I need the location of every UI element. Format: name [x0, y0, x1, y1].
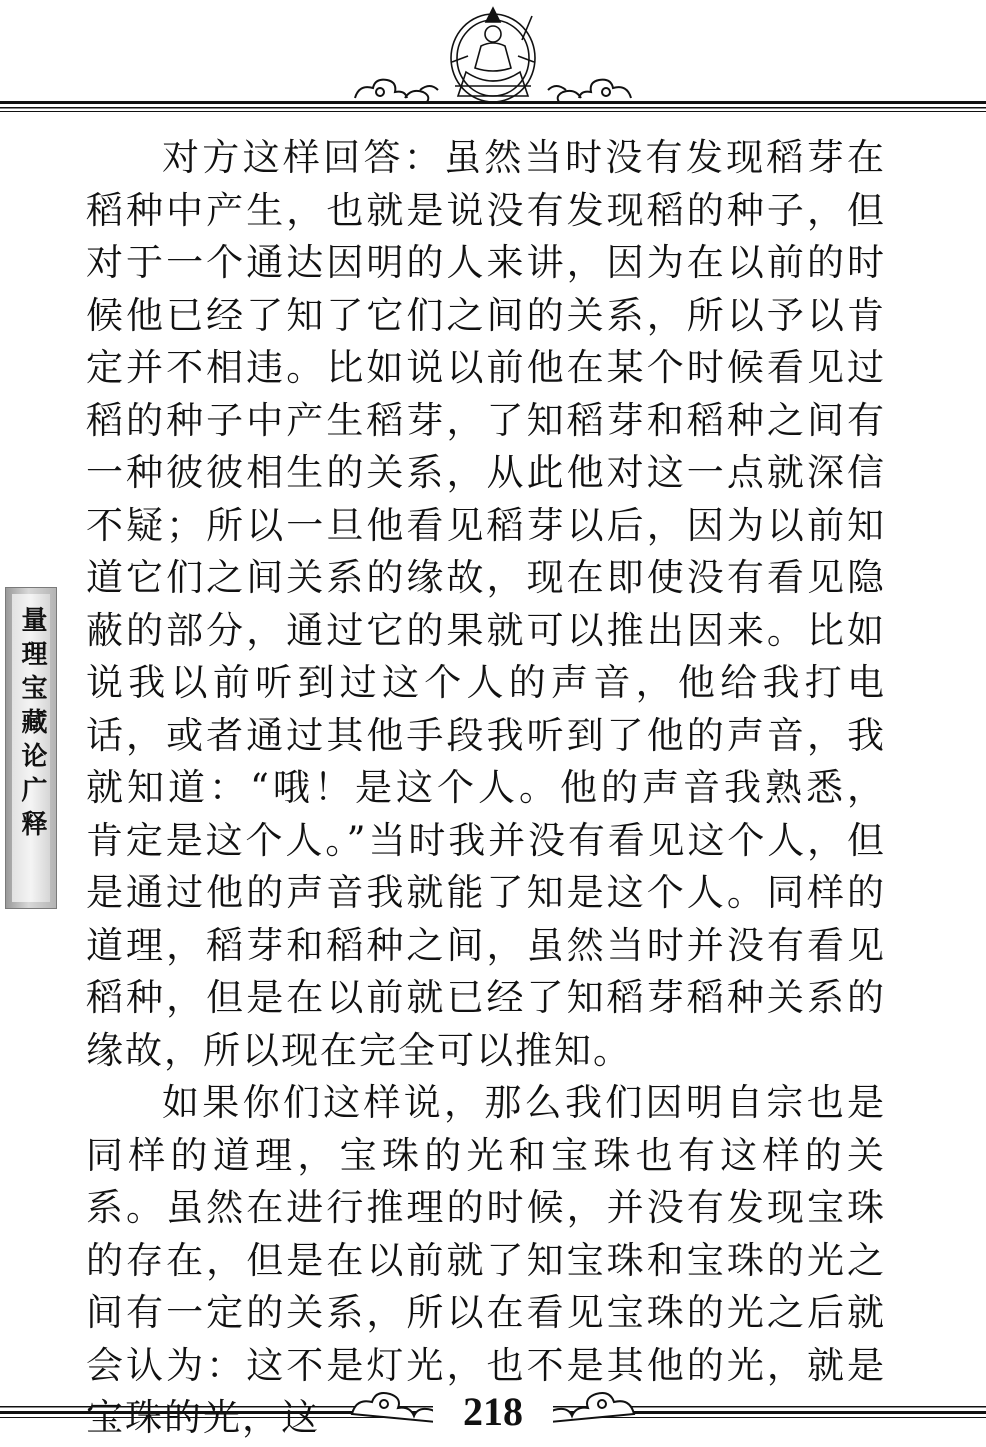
page-number: 218	[433, 1388, 553, 1435]
side-book-title: 量理宝藏论广释	[17, 606, 47, 844]
left-cloud-icon	[355, 80, 438, 102]
paragraph-1: 对方这样回答：虽然当时没有发现稻芽在稻种中产生，也就是说没有发现稻的种子，但对于一个通达因明的人来讲，因为在以前的时候他已经了知了它们之间的关系，所以予以肯定并不相违。比如说以前他在某个时候看见过稻的种子中产生稻芽，了知稻芽和稻种之间有一种彼彼相生的关系，从此他对这一点就深信不疑；所以一旦他看见稻芽以后，因为以前知道它们之间关系的缘故，现在即使没有看见隐蔽的部分，通过它的果就可以推出因来。比如说我以前听到过这个人的声音，他给我打电话，或者通过其他手段我听到了他的声音，我就知道：“哦！是这个人。他的声音我熟悉，肯定是这个人。”当时我并没有看见这个人，但是通过他的声音我就能了知是这个人。同样的道理，稻芽和稻种之间，虽然当时并没有看见稻种，但是在以前就已经了知稻芽稻种关系的缘故，所以现在完全可以推知。	[86, 136, 886, 1072]
page-footer	[0, 1380, 986, 1443]
header-ornament	[0, 0, 986, 118]
side-book-title-tab	[5, 587, 57, 909]
body-text	[86, 132, 886, 1445]
right-cloud-icon	[548, 80, 631, 102]
deity-figure-icon	[440, 8, 546, 102]
page-header	[0, 0, 986, 118]
paragraph-2: 如果你们这样说，那么我们因明自宗也是同样的道理，宝珠的光和宝珠也有这样的关系。虽然在进行推理的时候，并没有发现宝珠的存在，但是在以前就了知宝珠和宝珠的光之间有一定的关系，所以在看见宝珠的光之后就会认为：这不是灯光，也不是其他的光，就是	[86, 1081, 886, 1387]
